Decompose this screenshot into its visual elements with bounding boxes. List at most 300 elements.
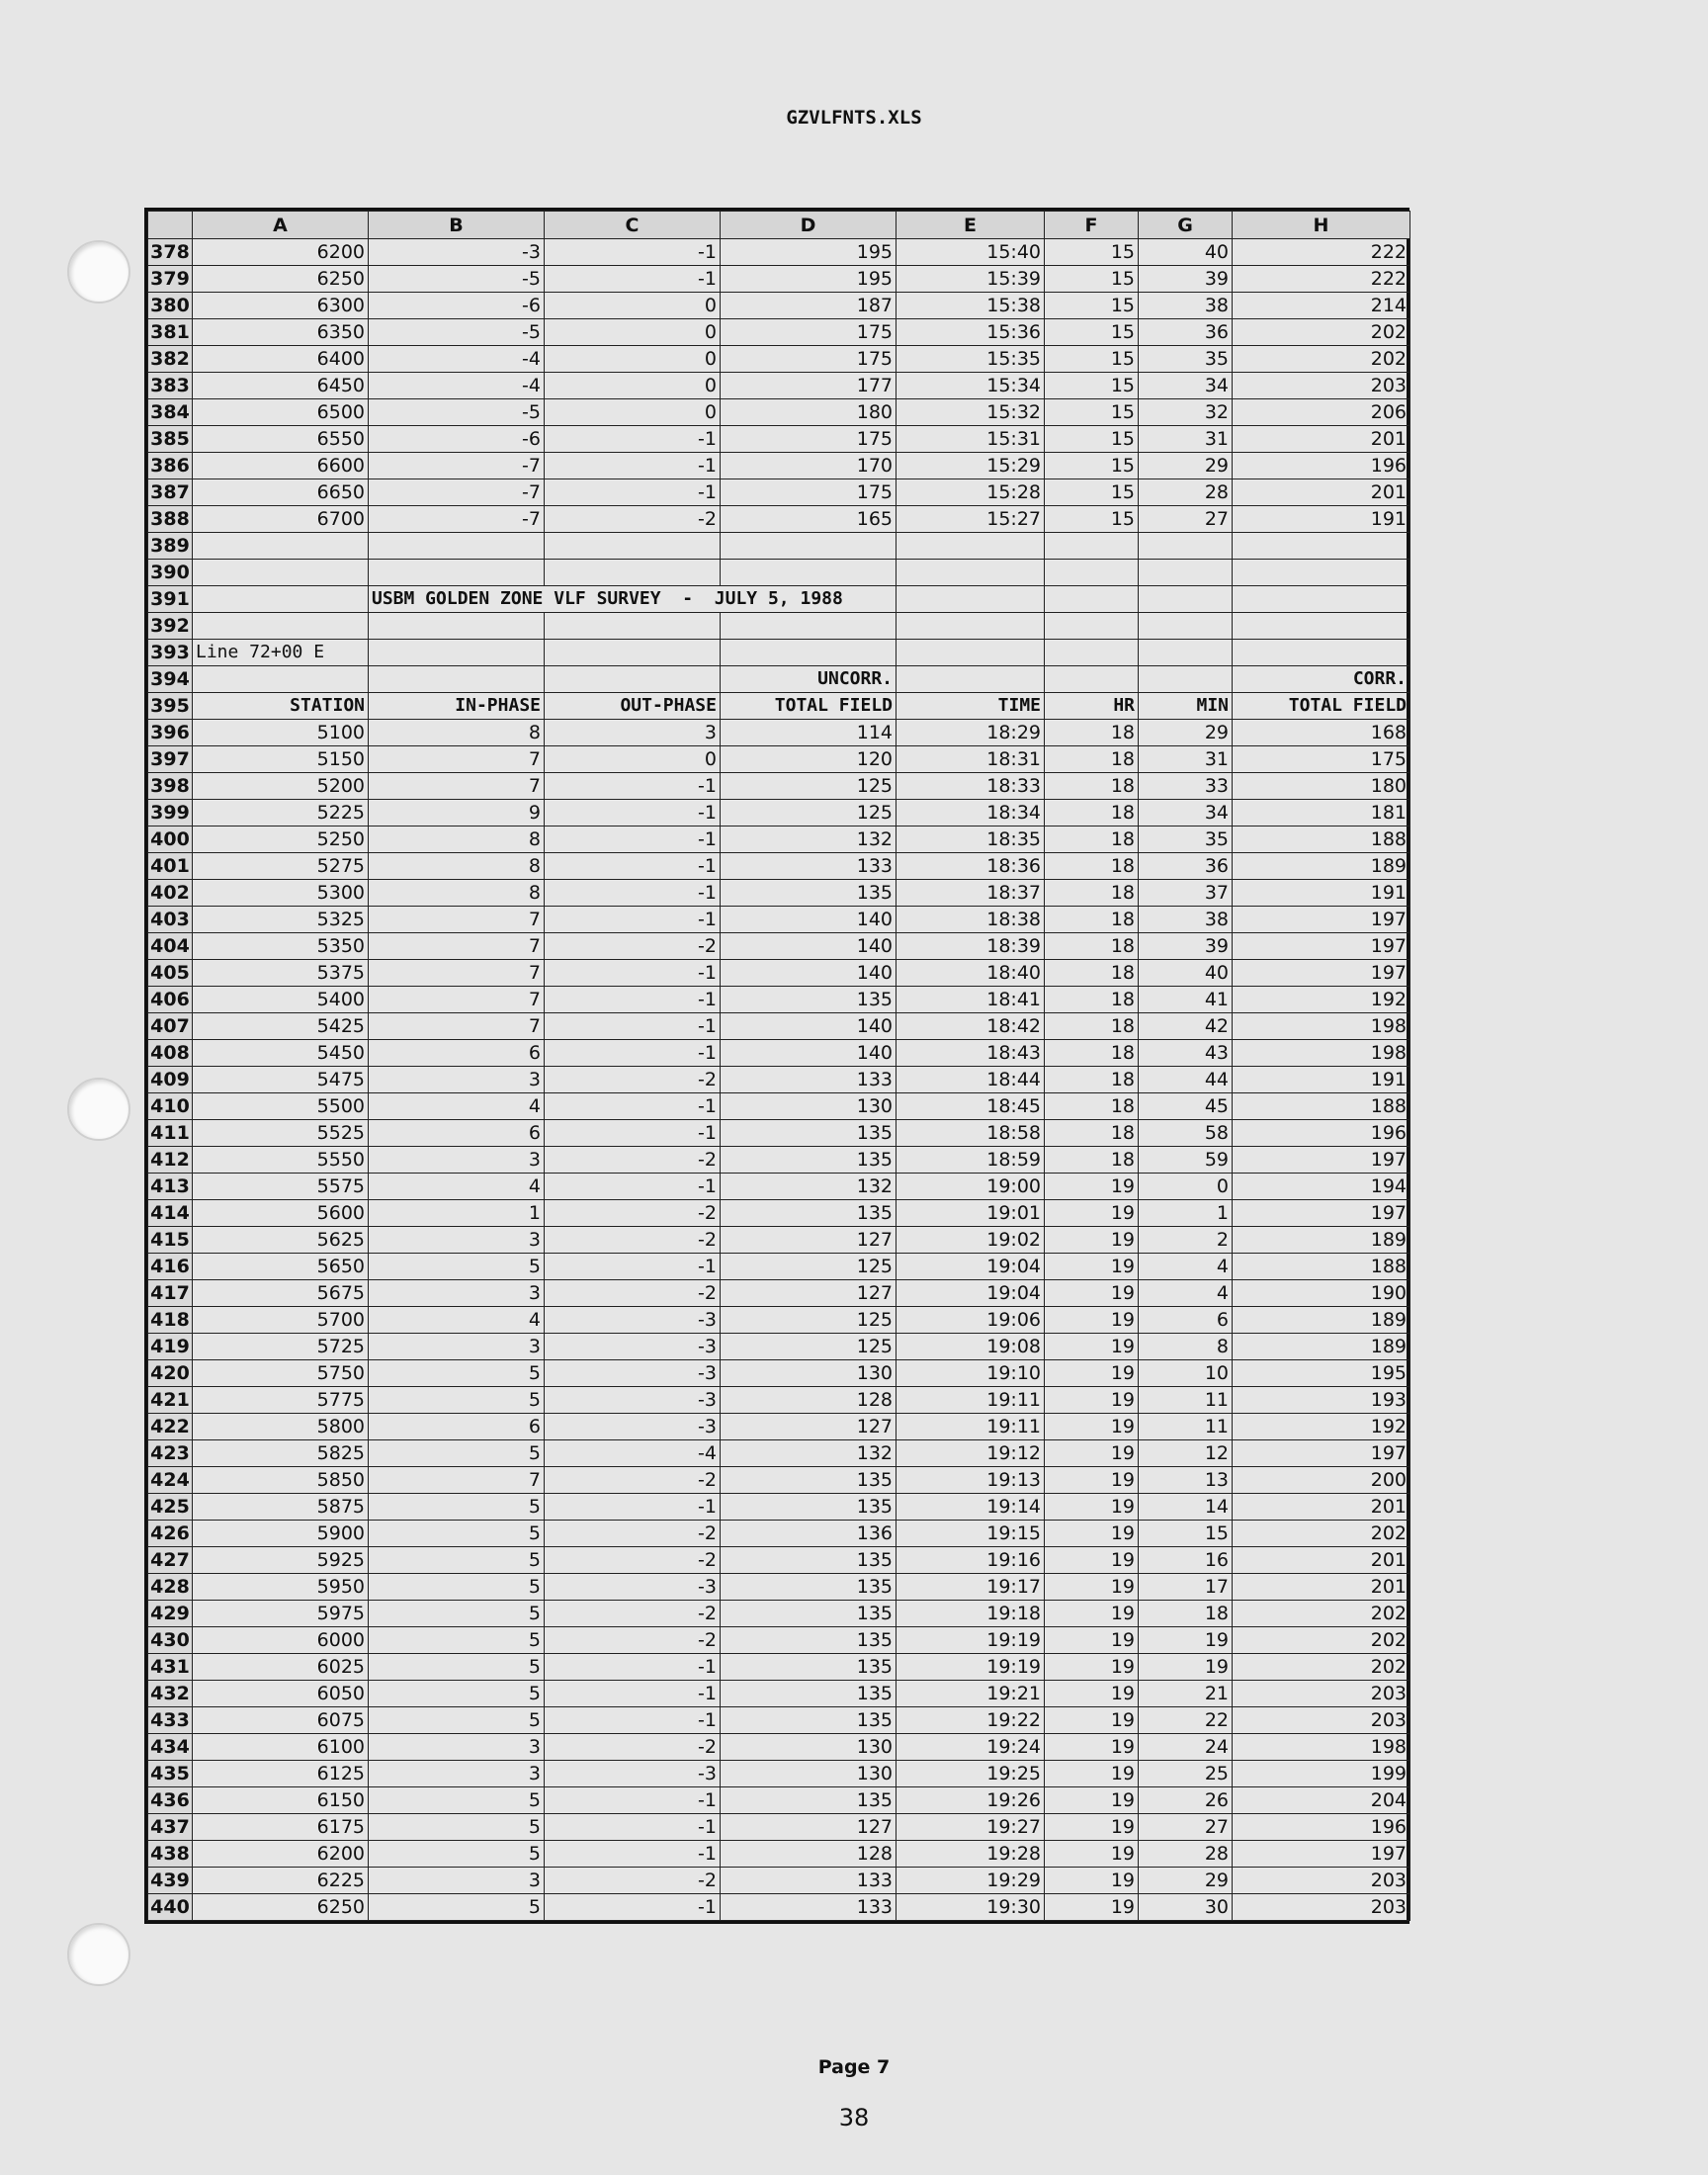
cell[interactable]: 5525 — [193, 1120, 369, 1147]
row-number[interactable]: 434 — [148, 1734, 193, 1761]
row-number[interactable]: 439 — [148, 1868, 193, 1894]
cell[interactable]: 195 — [721, 239, 897, 266]
cell[interactable]: 206 — [1233, 399, 1410, 426]
cell[interactable]: 6250 — [193, 266, 369, 293]
cell[interactable]: 5650 — [193, 1254, 369, 1280]
cell[interactable]: 6 — [369, 1414, 545, 1440]
row-number[interactable]: 389 — [148, 533, 193, 560]
survey-title[interactable]: USBM GOLDEN ZONE VLF SURVEY - JULY 5, 1988 — [369, 586, 897, 613]
cell[interactable]: 39 — [1139, 266, 1233, 293]
cell[interactable]: 18:39 — [897, 933, 1045, 960]
cell[interactable]: -2 — [545, 1627, 721, 1654]
cell[interactable]: -7 — [369, 506, 545, 533]
cell[interactable]: 19 — [1045, 1627, 1139, 1654]
row-number[interactable]: 380 — [148, 293, 193, 319]
cell[interactable]: -4 — [369, 373, 545, 399]
cell[interactable]: 19 — [1045, 1814, 1139, 1841]
cell[interactable]: 15:36 — [897, 319, 1045, 346]
header-uncorr[interactable]: UNCORR. — [721, 666, 897, 693]
cell[interactable]: 127 — [721, 1414, 897, 1440]
cell[interactable]: 43 — [1139, 1040, 1233, 1067]
cell[interactable]: 197 — [1233, 960, 1410, 987]
cell[interactable]: 19 — [1045, 1787, 1139, 1814]
cell[interactable]: 5975 — [193, 1601, 369, 1627]
cell[interactable]: 19:10 — [897, 1360, 1045, 1387]
cell[interactable]: 5300 — [193, 880, 369, 907]
cell[interactable]: -1 — [545, 479, 721, 506]
cell[interactable]: 18:59 — [897, 1147, 1045, 1174]
cell[interactable]: 15 — [1045, 266, 1139, 293]
cell[interactable]: 189 — [1233, 1227, 1410, 1254]
cell[interactable]: 19 — [1045, 1707, 1139, 1734]
cell[interactable]: -1 — [545, 1894, 721, 1921]
cell[interactable]: -6 — [369, 293, 545, 319]
cell[interactable]: 37 — [1139, 880, 1233, 907]
cell[interactable]: 7 — [369, 1467, 545, 1494]
cell[interactable]: 189 — [1233, 853, 1410, 880]
cell[interactable]: 125 — [721, 1334, 897, 1360]
cell[interactable]: 5 — [369, 1601, 545, 1627]
cell[interactable]: 190 — [1233, 1280, 1410, 1307]
cell[interactable]: 5 — [369, 1841, 545, 1868]
cell[interactable] — [1139, 586, 1233, 613]
cell[interactable] — [545, 666, 721, 693]
cell[interactable]: 19 — [1045, 1601, 1139, 1627]
cell[interactable]: 201 — [1233, 1574, 1410, 1601]
cell[interactable]: 19:13 — [897, 1467, 1045, 1494]
cell[interactable]: 15:38 — [897, 293, 1045, 319]
cell[interactable]: -1 — [545, 453, 721, 479]
cell[interactable]: -1 — [545, 826, 721, 853]
cell[interactable]: 5600 — [193, 1200, 369, 1227]
cell[interactable]: 189 — [1233, 1307, 1410, 1334]
row-number[interactable]: 417 — [148, 1280, 193, 1307]
cell[interactable]: 18 — [1045, 800, 1139, 826]
cell[interactable] — [545, 533, 721, 560]
cell[interactable]: 19:16 — [897, 1547, 1045, 1574]
cell[interactable]: 5675 — [193, 1280, 369, 1307]
cell[interactable]: 18 — [1045, 960, 1139, 987]
cell[interactable]: 7 — [369, 746, 545, 773]
cell[interactable]: 14 — [1139, 1494, 1233, 1521]
cell[interactable]: 5 — [369, 1254, 545, 1280]
header-in-phase[interactable]: IN-PHASE — [369, 693, 545, 720]
cell[interactable]: -4 — [369, 346, 545, 373]
row-number[interactable]: 387 — [148, 479, 193, 506]
cell[interactable] — [1233, 640, 1410, 666]
cell[interactable]: 19:04 — [897, 1280, 1045, 1307]
row-number[interactable]: 397 — [148, 746, 193, 773]
cell[interactable]: 15 — [1045, 399, 1139, 426]
line-label[interactable]: Line 72+00 E — [193, 640, 369, 666]
column-header-e[interactable]: E — [897, 212, 1045, 239]
row-number[interactable]: 393 — [148, 640, 193, 666]
cell[interactable] — [721, 560, 897, 586]
cell[interactable]: 5550 — [193, 1147, 369, 1174]
cell[interactable]: 5375 — [193, 960, 369, 987]
cell[interactable]: 197 — [1233, 1147, 1410, 1174]
cell[interactable]: 44 — [1139, 1067, 1233, 1093]
cell[interactable]: 18 — [1045, 1067, 1139, 1093]
cell[interactable]: 5925 — [193, 1547, 369, 1574]
header-hr[interactable]: HR — [1045, 693, 1139, 720]
cell[interactable]: 30 — [1139, 1894, 1233, 1921]
cell[interactable]: -1 — [545, 773, 721, 800]
cell[interactable]: 175 — [721, 479, 897, 506]
cell[interactable] — [369, 533, 545, 560]
cell[interactable]: 40 — [1139, 960, 1233, 987]
cell[interactable]: 6000 — [193, 1627, 369, 1654]
cell[interactable]: 5800 — [193, 1414, 369, 1440]
cell[interactable]: 4 — [369, 1307, 545, 1334]
cell[interactable] — [897, 560, 1045, 586]
cell[interactable]: 19 — [1045, 1227, 1139, 1254]
cell[interactable]: 5875 — [193, 1494, 369, 1521]
cell[interactable]: 7 — [369, 960, 545, 987]
cell[interactable]: 16 — [1139, 1547, 1233, 1574]
cell[interactable]: 202 — [1233, 1601, 1410, 1627]
cell[interactable]: 3 — [369, 1227, 545, 1254]
cell[interactable]: 188 — [1233, 1093, 1410, 1120]
cell[interactable]: -1 — [545, 426, 721, 453]
cell[interactable]: -3 — [545, 1414, 721, 1440]
cell[interactable]: 36 — [1139, 319, 1233, 346]
cell[interactable]: 0 — [545, 373, 721, 399]
cell[interactable]: 19 — [1045, 1200, 1139, 1227]
cell[interactable]: 3 — [545, 720, 721, 746]
cell[interactable]: 5 — [369, 1387, 545, 1414]
cell[interactable]: 32 — [1139, 399, 1233, 426]
cell[interactable]: 8 — [369, 880, 545, 907]
cell[interactable]: 19 — [1045, 1868, 1139, 1894]
row-number[interactable]: 405 — [148, 960, 193, 987]
cell[interactable] — [1045, 640, 1139, 666]
row-number[interactable]: 388 — [148, 506, 193, 533]
cell[interactable]: 197 — [1233, 1841, 1410, 1868]
cell[interactable]: 18 — [1045, 1147, 1139, 1174]
cell[interactable]: 192 — [1233, 987, 1410, 1013]
cell[interactable]: -1 — [545, 1681, 721, 1707]
row-number[interactable]: 415 — [148, 1227, 193, 1254]
cell[interactable]: 15 — [1139, 1521, 1233, 1547]
cell[interactable]: 3 — [369, 1734, 545, 1761]
cell[interactable]: -1 — [545, 853, 721, 880]
cell[interactable]: 199 — [1233, 1761, 1410, 1787]
cell[interactable]: 5725 — [193, 1334, 369, 1360]
cell[interactable]: -3 — [545, 1761, 721, 1787]
cell[interactable]: 200 — [1233, 1467, 1410, 1494]
cell[interactable]: 196 — [1233, 1814, 1410, 1841]
cell[interactable]: 39 — [1139, 933, 1233, 960]
cell[interactable]: 198 — [1233, 1734, 1410, 1761]
row-number[interactable]: 410 — [148, 1093, 193, 1120]
row-number[interactable]: 438 — [148, 1841, 193, 1868]
cell[interactable]: 36 — [1139, 853, 1233, 880]
cell[interactable]: 5 — [369, 1547, 545, 1574]
cell[interactable]: 28 — [1139, 1841, 1233, 1868]
cell[interactable]: 12 — [1139, 1440, 1233, 1467]
cell[interactable]: 35 — [1139, 346, 1233, 373]
column-header-a[interactable]: A — [193, 212, 369, 239]
header-corr[interactable]: CORR. — [1233, 666, 1410, 693]
cell[interactable]: 165 — [721, 506, 897, 533]
row-number[interactable]: 422 — [148, 1414, 193, 1440]
row-number[interactable]: 412 — [148, 1147, 193, 1174]
cell[interactable]: -2 — [545, 1547, 721, 1574]
cell[interactable]: 128 — [721, 1841, 897, 1868]
column-header-h[interactable]: H — [1233, 212, 1410, 239]
cell[interactable]: 15 — [1045, 373, 1139, 399]
cell[interactable]: 19 — [1045, 1334, 1139, 1360]
row-number[interactable]: 395 — [148, 693, 193, 720]
cell[interactable]: 135 — [721, 880, 897, 907]
row-number[interactable]: 425 — [148, 1494, 193, 1521]
cell[interactable]: 5 — [369, 1440, 545, 1467]
cell[interactable]: 3 — [369, 1761, 545, 1787]
cell[interactable]: 135 — [721, 1200, 897, 1227]
cell[interactable]: 132 — [721, 1440, 897, 1467]
cell[interactable]: 203 — [1233, 1894, 1410, 1921]
cell[interactable]: -6 — [369, 426, 545, 453]
cell[interactable]: -2 — [545, 1868, 721, 1894]
cell[interactable]: 5 — [369, 1574, 545, 1601]
cell[interactable]: 5450 — [193, 1040, 369, 1067]
cell[interactable]: -2 — [545, 1147, 721, 1174]
row-number[interactable]: 391 — [148, 586, 193, 613]
cell[interactable]: 29 — [1139, 453, 1233, 479]
cell[interactable]: 135 — [721, 1494, 897, 1521]
cell[interactable]: 19:15 — [897, 1521, 1045, 1547]
cell[interactable]: 195 — [721, 266, 897, 293]
cell[interactable] — [1233, 586, 1410, 613]
cell[interactable]: -2 — [545, 1601, 721, 1627]
cell[interactable]: 15:29 — [897, 453, 1045, 479]
row-number[interactable]: 383 — [148, 373, 193, 399]
cell[interactable] — [369, 560, 545, 586]
cell[interactable]: 15 — [1045, 453, 1139, 479]
cell[interactable]: 18 — [1139, 1601, 1233, 1627]
cell[interactable]: 19:14 — [897, 1494, 1045, 1521]
cell[interactable]: 7 — [369, 907, 545, 933]
cell[interactable] — [1139, 533, 1233, 560]
cell[interactable]: 15 — [1045, 479, 1139, 506]
row-number[interactable]: 379 — [148, 266, 193, 293]
cell[interactable]: 7 — [369, 933, 545, 960]
cell[interactable]: 125 — [721, 1254, 897, 1280]
cell[interactable]: 6100 — [193, 1734, 369, 1761]
cell[interactable]: 19:27 — [897, 1814, 1045, 1841]
row-number[interactable]: 424 — [148, 1467, 193, 1494]
cell[interactable]: 18:37 — [897, 880, 1045, 907]
cell[interactable]: -2 — [545, 1227, 721, 1254]
cell[interactable]: -7 — [369, 453, 545, 479]
cell[interactable]: 18:45 — [897, 1093, 1045, 1120]
cell[interactable]: 191 — [1233, 880, 1410, 907]
cell[interactable]: 19 — [1045, 1414, 1139, 1440]
column-header-c[interactable]: C — [545, 212, 721, 239]
cell[interactable]: 34 — [1139, 373, 1233, 399]
cell[interactable]: 4 — [1139, 1280, 1233, 1307]
cell[interactable]: -5 — [369, 319, 545, 346]
row-number[interactable]: 440 — [148, 1894, 193, 1921]
row-number[interactable]: 396 — [148, 720, 193, 746]
cell[interactable]: 197 — [1233, 1200, 1410, 1227]
cell[interactable]: 19 — [1045, 1761, 1139, 1787]
cell[interactable]: 135 — [721, 1147, 897, 1174]
cell[interactable]: 19:01 — [897, 1200, 1045, 1227]
cell[interactable]: 15 — [1045, 319, 1139, 346]
column-header-g[interactable]: G — [1139, 212, 1233, 239]
cell[interactable]: 201 — [1233, 1494, 1410, 1521]
cell[interactable]: 5625 — [193, 1227, 369, 1254]
cell[interactable]: 203 — [1233, 1868, 1410, 1894]
cell[interactable] — [369, 666, 545, 693]
cell[interactable]: 5325 — [193, 907, 369, 933]
cell[interactable]: 8 — [369, 826, 545, 853]
cell[interactable]: 18 — [1045, 746, 1139, 773]
cell[interactable]: 180 — [721, 399, 897, 426]
cell[interactable]: 135 — [721, 1601, 897, 1627]
cell[interactable]: -1 — [545, 800, 721, 826]
cell[interactable]: 140 — [721, 933, 897, 960]
cell[interactable] — [897, 586, 1045, 613]
cell[interactable]: 120 — [721, 746, 897, 773]
cell[interactable]: 196 — [1233, 453, 1410, 479]
cell[interactable]: 19:06 — [897, 1307, 1045, 1334]
cell[interactable] — [721, 613, 897, 640]
cell[interactable]: 19:24 — [897, 1734, 1045, 1761]
cell[interactable]: 128 — [721, 1387, 897, 1414]
cell[interactable]: 19:28 — [897, 1841, 1045, 1868]
row-number[interactable]: 411 — [148, 1120, 193, 1147]
cell[interactable]: 42 — [1139, 1013, 1233, 1040]
row-number[interactable]: 421 — [148, 1387, 193, 1414]
cell[interactable]: 25 — [1139, 1761, 1233, 1787]
row-number[interactable]: 428 — [148, 1574, 193, 1601]
cell[interactable]: 19:17 — [897, 1574, 1045, 1601]
cell[interactable]: 19:19 — [897, 1654, 1045, 1681]
row-number[interactable]: 378 — [148, 239, 193, 266]
cell[interactable]: -1 — [545, 1654, 721, 1681]
cell[interactable]: 196 — [1233, 1120, 1410, 1147]
cell[interactable]: -1 — [545, 1787, 721, 1814]
cell[interactable]: 18 — [1045, 720, 1139, 746]
cell[interactable] — [193, 533, 369, 560]
cell[interactable]: 7 — [369, 1013, 545, 1040]
row-number[interactable]: 414 — [148, 1200, 193, 1227]
corner-cell[interactable] — [148, 212, 193, 239]
cell[interactable]: 5225 — [193, 800, 369, 826]
cell[interactable]: 6550 — [193, 426, 369, 453]
cell[interactable]: 18 — [1045, 1093, 1139, 1120]
header-time[interactable]: TIME — [897, 693, 1045, 720]
cell[interactable]: 19:19 — [897, 1627, 1045, 1654]
cell[interactable]: 24 — [1139, 1734, 1233, 1761]
cell[interactable]: 18:34 — [897, 800, 1045, 826]
cell[interactable]: 18:41 — [897, 987, 1045, 1013]
row-number[interactable]: 384 — [148, 399, 193, 426]
cell[interactable]: 15:28 — [897, 479, 1045, 506]
cell[interactable]: 135 — [721, 1574, 897, 1601]
cell[interactable]: 18 — [1045, 987, 1139, 1013]
cell[interactable]: 130 — [721, 1360, 897, 1387]
cell[interactable]: 18 — [1045, 880, 1139, 907]
cell[interactable]: 135 — [721, 1627, 897, 1654]
cell[interactable]: 203 — [1233, 1707, 1410, 1734]
cell[interactable]: 6 — [369, 1040, 545, 1067]
cell[interactable]: 5 — [369, 1654, 545, 1681]
cell[interactable] — [897, 613, 1045, 640]
cell[interactable] — [193, 586, 369, 613]
cell[interactable]: 127 — [721, 1227, 897, 1254]
cell[interactable]: 18:29 — [897, 720, 1045, 746]
cell[interactable]: 6200 — [193, 239, 369, 266]
cell[interactable]: 19 — [1045, 1280, 1139, 1307]
cell[interactable]: 8 — [369, 720, 545, 746]
cell[interactable]: 15:40 — [897, 239, 1045, 266]
cell[interactable] — [545, 560, 721, 586]
cell[interactable]: 6175 — [193, 1814, 369, 1841]
cell[interactable]: 135 — [721, 1654, 897, 1681]
row-number[interactable]: 392 — [148, 613, 193, 640]
cell[interactable]: 177 — [721, 373, 897, 399]
cell[interactable]: 193 — [1233, 1387, 1410, 1414]
row-number[interactable]: 400 — [148, 826, 193, 853]
row-number[interactable]: 429 — [148, 1601, 193, 1627]
cell[interactable]: 192 — [1233, 1414, 1410, 1440]
cell[interactable]: 3 — [369, 1147, 545, 1174]
cell[interactable]: 127 — [721, 1280, 897, 1307]
cell[interactable] — [545, 640, 721, 666]
row-number[interactable]: 416 — [148, 1254, 193, 1280]
cell[interactable] — [1045, 586, 1139, 613]
cell[interactable]: 0 — [545, 399, 721, 426]
cell[interactable] — [1233, 613, 1410, 640]
row-number[interactable]: 401 — [148, 853, 193, 880]
cell[interactable]: 175 — [1233, 746, 1410, 773]
cell[interactable]: 204 — [1233, 1787, 1410, 1814]
cell[interactable] — [1045, 613, 1139, 640]
cell[interactable]: 5 — [369, 1707, 545, 1734]
cell[interactable]: 140 — [721, 960, 897, 987]
cell[interactable]: 114 — [721, 720, 897, 746]
cell[interactable]: 18 — [1045, 853, 1139, 880]
cell[interactable]: 175 — [721, 426, 897, 453]
cell[interactable]: 194 — [1233, 1174, 1410, 1200]
cell[interactable]: 29 — [1139, 720, 1233, 746]
cell[interactable]: 222 — [1233, 266, 1410, 293]
cell[interactable]: 135 — [721, 1787, 897, 1814]
cell[interactable]: 15:39 — [897, 266, 1045, 293]
cell[interactable] — [897, 640, 1045, 666]
cell[interactable]: 198 — [1233, 1040, 1410, 1067]
cell[interactable]: 6650 — [193, 479, 369, 506]
cell[interactable]: 5350 — [193, 933, 369, 960]
cell[interactable]: 45 — [1139, 1093, 1233, 1120]
cell[interactable]: 21 — [1139, 1681, 1233, 1707]
cell[interactable]: 10 — [1139, 1360, 1233, 1387]
cell[interactable]: 18 — [1045, 1013, 1139, 1040]
row-number[interactable]: 435 — [148, 1761, 193, 1787]
cell[interactable]: 18 — [1045, 1040, 1139, 1067]
cell[interactable]: 5 — [369, 1894, 545, 1921]
cell[interactable]: 140 — [721, 1013, 897, 1040]
row-number[interactable]: 394 — [148, 666, 193, 693]
cell[interactable]: 19 — [1139, 1627, 1233, 1654]
cell[interactable]: -1 — [545, 1093, 721, 1120]
column-header-b[interactable]: B — [369, 212, 545, 239]
cell[interactable]: 19 — [1045, 1841, 1139, 1868]
